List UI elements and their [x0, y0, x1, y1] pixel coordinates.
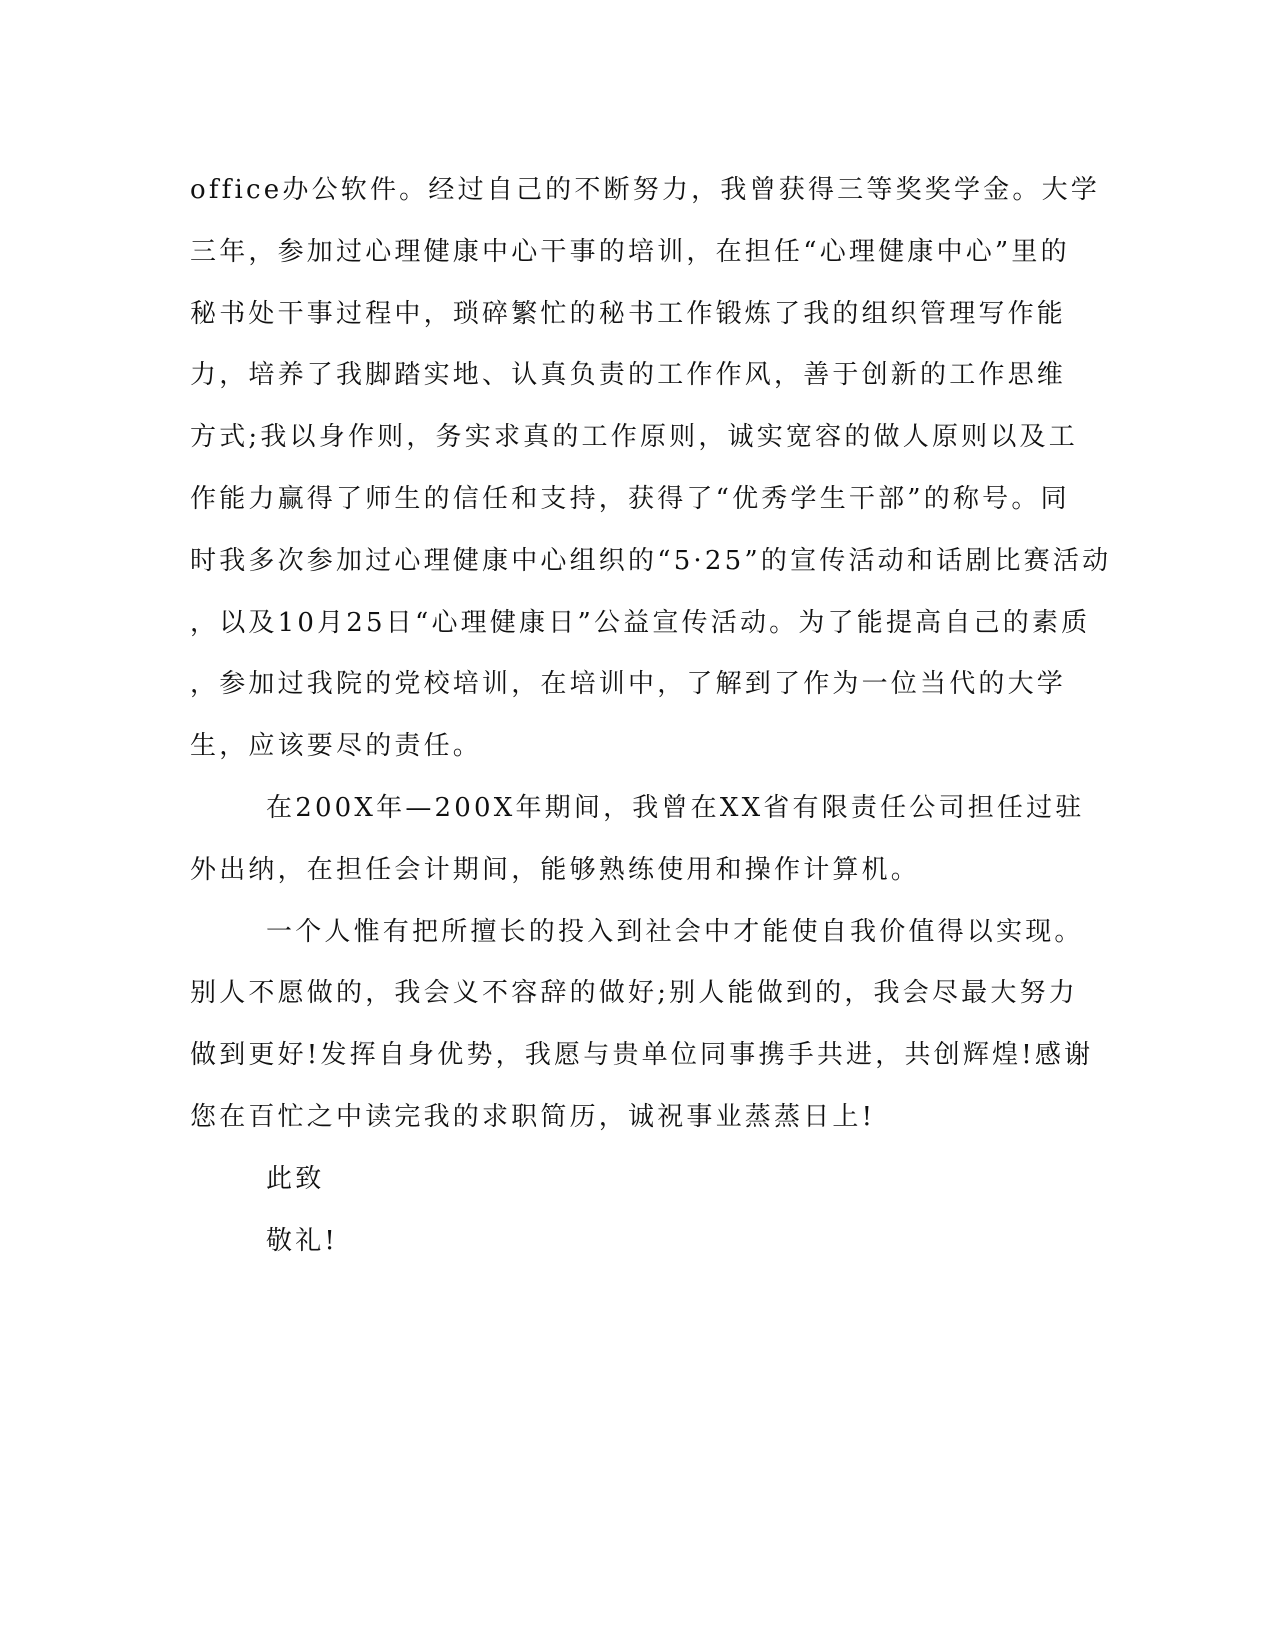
text-line: 做到更好!发挥自身优势，我愿与贵单位同事携手共进，共创辉煌!感谢 [190, 1040, 1094, 1071]
text-line: 时我多次参加过心理健康中心组织的“5·25”的宣传活动和话剧比赛活动 [190, 545, 1112, 576]
text-line: 力，培养了我脚踏实地、认真负责的工作作风，善于创新的工作思维 [190, 360, 1067, 391]
text-line: 秘书处干事过程中，琐碎繁忙的秘书工作锻炼了我的组织管理写作能 [190, 298, 1067, 329]
text-line: 别人不愿做的，我会义不容辞的做好;别人能做到的，我会尽最大努力 [190, 978, 1078, 1009]
text-line: 方式;我以身作则，务实求真的工作原则，诚实宽容的做人原则以及工 [190, 422, 1078, 453]
paragraph-start-line: 一个人惟有把所擅长的投入到社会中才能使自我价值得以实现。 [266, 916, 1084, 947]
text-line: 外出纳，在担任会计期间，能够熟练使用和操作计算机。 [190, 854, 921, 885]
letter-body [190, 160, 1112, 1272]
text-line: 生，应该要尽的责任。 [190, 731, 483, 762]
text-line: 三年，参加过心理健康中心干事的培训，在担任“心理健康中心”里的 [190, 236, 1070, 267]
text-line: 您在百忙之中读完我的求职简历，诚祝事业蒸蒸日上! [190, 1101, 876, 1132]
closing-salutation: 此致 [266, 1163, 325, 1194]
text-line: 作能力赢得了师生的信任和支持，获得了“优秀学生干部”的称号。同 [190, 483, 1070, 514]
text-line: ，参加过我院的党校培训，在培训中，了解到了作为一位当代的大学 [190, 669, 1067, 700]
paragraph-start-line: 在200X年—200X年期间，我曾在XX省有限责任公司担任过驻 [266, 792, 1085, 823]
text-line: office办公软件。经过自己的不断努力，我曾获得三等奖奖学金。大学 [190, 175, 1100, 205]
closing-regards: 敬礼! [266, 1225, 339, 1256]
text-line: ，以及10月25日“心理健康日”公益宣传活动。为了能提高自己的素质 [190, 607, 1091, 638]
